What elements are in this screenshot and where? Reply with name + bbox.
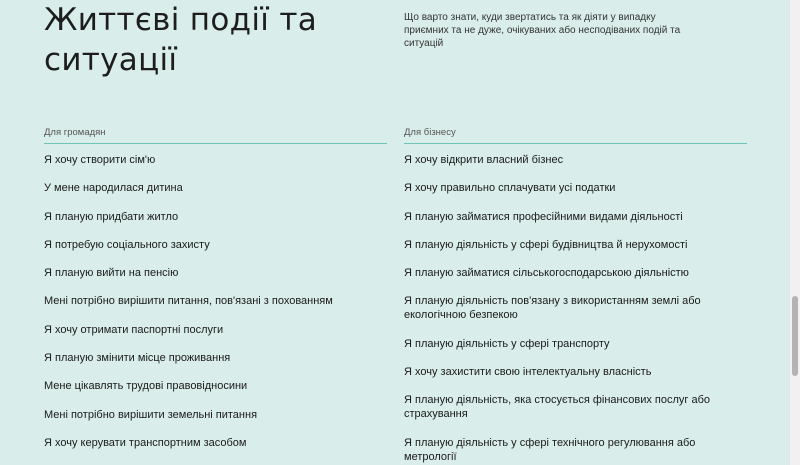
business-header: Для бізнесу bbox=[404, 126, 747, 144]
business-link-ip[interactable]: Я хочу захистити свою інтелектуальну власність bbox=[404, 366, 652, 379]
scrollbar-thumb[interactable] bbox=[792, 296, 798, 376]
citizens-link-land[interactable]: Мені потрібно вирішити земельні питання bbox=[44, 408, 258, 421]
business-link-land-ecology[interactable]: Я планую діяльність пов'язану з використанням землі або екологічною безпекою bbox=[404, 295, 701, 322]
business-link-transport[interactable]: Я планую діяльність у сфері транспорту bbox=[404, 337, 610, 350]
citizens-link-relocation[interactable]: Я планую змінити місце проживання bbox=[44, 352, 231, 365]
citizens-column bbox=[44, 126, 387, 464]
citizens-link-labor[interactable]: Мене цікавлять трудові правовідносини bbox=[44, 380, 248, 393]
citizens-link-housing[interactable]: Я планую придбати житло bbox=[44, 210, 179, 223]
citizens-link-family[interactable]: Я хочу створити сім'ю bbox=[44, 154, 156, 166]
citizens-list bbox=[44, 153, 387, 450]
citizens-link-pension[interactable]: Я планую вийти на пенсію bbox=[44, 267, 179, 280]
page-scrollbar[interactable] bbox=[789, 0, 800, 465]
citizens-header: Для громадян bbox=[44, 126, 387, 144]
business-link-taxes[interactable]: Я хочу правильно сплачувати усі податки bbox=[404, 182, 616, 195]
citizens-link-vehicle[interactable]: Я хочу керувати транспортним засобом bbox=[44, 436, 247, 449]
page-title: Життєві події та ситуації bbox=[44, 2, 318, 78]
business-link-finance[interactable]: Я планую діяльність, яка стосується фінансових послуг або страхування bbox=[404, 394, 710, 421]
business-column bbox=[404, 126, 747, 465]
citizens-link-social-protection[interactable]: Я потребую соціального захисту bbox=[44, 238, 210, 251]
business-list bbox=[404, 153, 747, 464]
business-link-construction[interactable]: Я планую діяльність у сфері будівництва й нерухомості bbox=[404, 238, 688, 251]
citizens-link-burial[interactable]: Мені потрібно вирішити питання, пов'язані з похованням bbox=[44, 295, 333, 308]
business-link-open-business[interactable]: Я хочу відкрити власний бізнес bbox=[404, 154, 564, 166]
business-link-metrology[interactable]: Я планую діяльність у сфері технічного регулювання або метрології bbox=[404, 436, 696, 463]
business-link-professional[interactable]: Я планую займатися професійними видами діяльності bbox=[404, 210, 683, 223]
page-description: Що варто знати, куди звертатись та як діяти у випадку приємних та не дуже, очікуваних або несподіваних подій та ситуацій bbox=[404, 12, 681, 49]
citizens-link-passport[interactable]: Я хочу отримати паспортні послуги bbox=[44, 323, 224, 336]
citizens-link-child-born[interactable]: У мене народилася дитина bbox=[44, 182, 183, 195]
business-link-agriculture[interactable]: Я планую займатися сільськогосподарською діяльністю bbox=[404, 267, 689, 280]
